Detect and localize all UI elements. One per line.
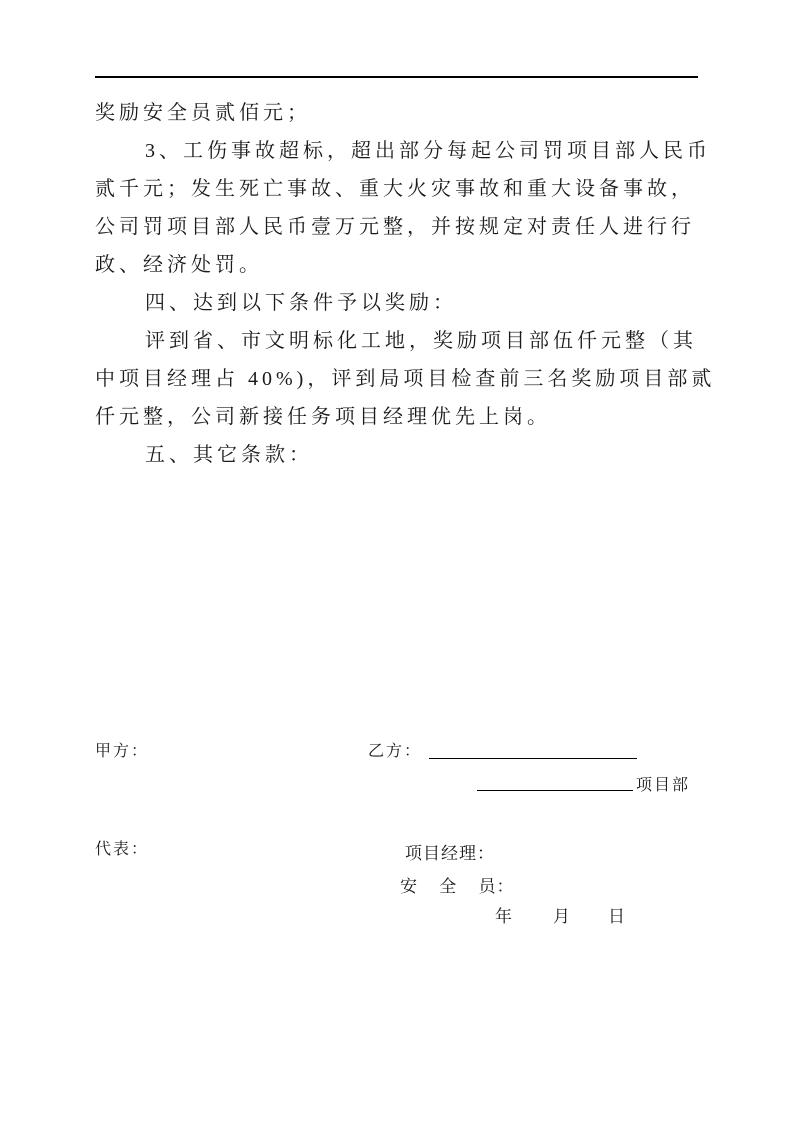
body-line: 五、其它条款： xyxy=(145,444,313,466)
body-line: 公司罚项目部人民币壹万元整，并按规定对责任人进行行 xyxy=(95,216,695,238)
document-body xyxy=(95,94,716,474)
party-b-name-blank xyxy=(429,738,637,759)
representative-label: 代表： xyxy=(95,841,150,858)
body-line: 政、经济处罚。 xyxy=(95,254,263,276)
project-dept-name-blank xyxy=(477,770,633,791)
body-line: 奖励安全员贰佰元； xyxy=(95,102,311,124)
month-label: 月 xyxy=(553,907,571,926)
body-line: 评到省、市文明标化工地，奖励项目部伍仟元整（其 xyxy=(145,330,697,352)
body-line: 贰千元；发生死亡事故、重大火灾事故和重大设备事故， xyxy=(95,178,695,200)
project-manager-label: 项目经理： xyxy=(405,844,495,863)
party-a-label: 甲方： xyxy=(95,743,150,760)
body-line: 中项目经理占 40%)，评到局项目检查前三名奖励项目部贰 xyxy=(95,368,716,390)
year-label: 年 xyxy=(495,907,513,926)
header-divider-rule xyxy=(95,76,698,78)
body-line: 四、达到以下条件予以奖励： xyxy=(145,292,457,314)
body-line: 3、工伤事故超标，超出部分每起公司罚项目部人民币 xyxy=(145,140,711,162)
body-line: 仟元整，公司新接任务项目经理优先上岗。 xyxy=(95,406,551,428)
party-b-label: 乙方： xyxy=(368,743,423,760)
safety-officer-label: 安 全 员： xyxy=(400,877,515,896)
day-label: 日 xyxy=(608,907,626,926)
project-dept-label: 项目部 xyxy=(636,777,691,794)
